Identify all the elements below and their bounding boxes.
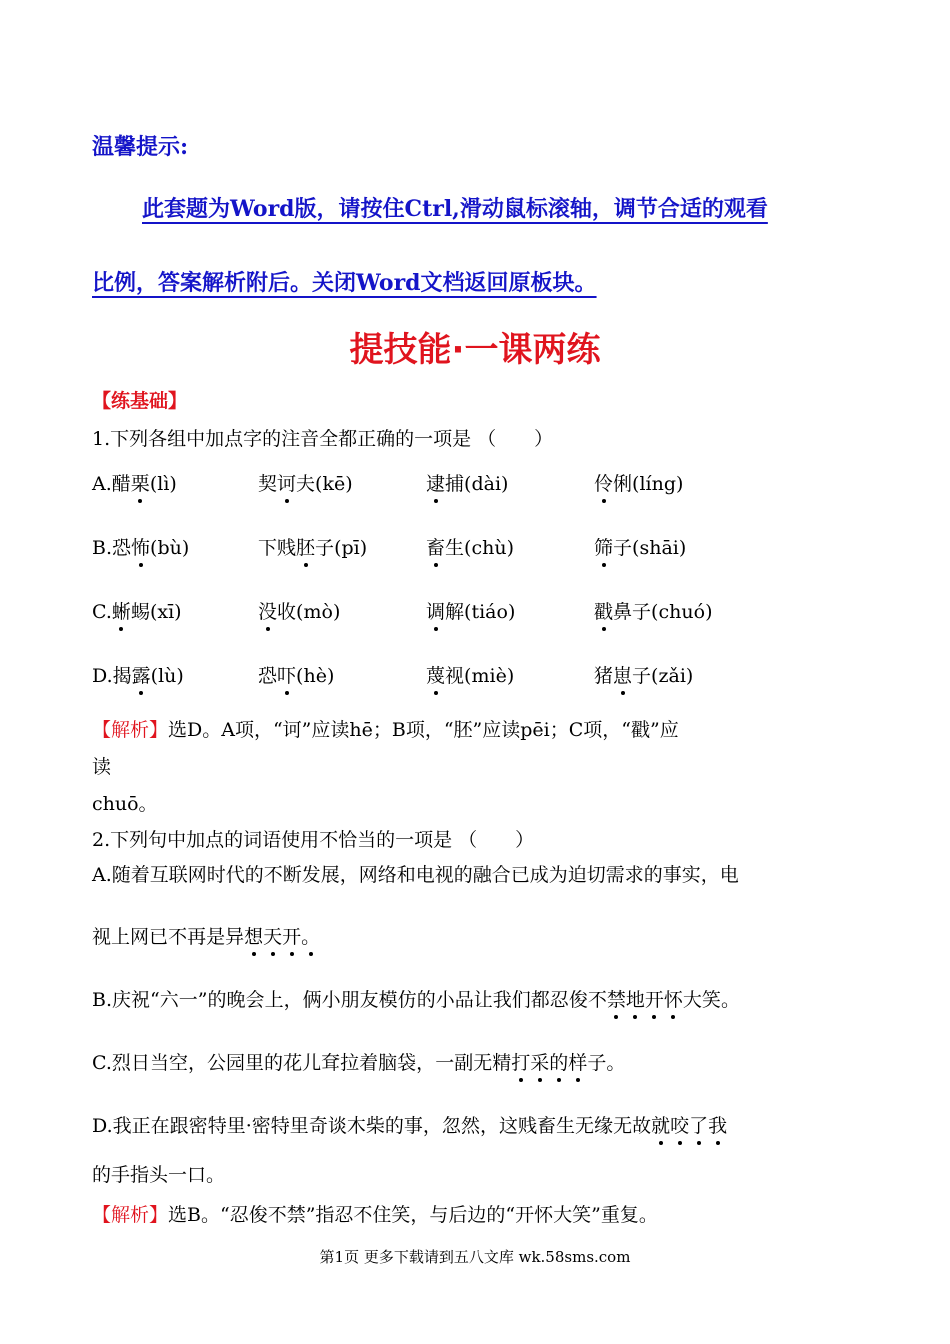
emphasis-char: 开 xyxy=(645,985,664,1012)
emphasis-char: 了 xyxy=(689,1111,708,1138)
option-row-d-2: 恐吓(hè) xyxy=(258,661,334,688)
emphasis-char: 露 xyxy=(132,661,151,688)
emphasis-char: 就 xyxy=(651,1111,670,1138)
emphasis-char: 样 xyxy=(568,1048,587,1075)
emphasis-char: 禁 xyxy=(607,985,626,1012)
page-footer: 第1页 更多下载请到五八文库 wk.58sms.com xyxy=(319,1248,631,1266)
option-row-d-1: D.揭露(lù) xyxy=(92,661,184,688)
emphasis-char: 怖 xyxy=(131,533,150,560)
analysis-text: 选B。“忍俊不禁”指忍不住笑，与后边的“开怀大笑”重复。 xyxy=(168,1204,658,1226)
page-title: 提技能·一课两练 xyxy=(349,330,601,370)
emphasis-char: 怀 xyxy=(664,985,683,1012)
analysis-tag: 【解析】 xyxy=(92,719,169,741)
section-heading: 【练基础】 xyxy=(92,390,188,412)
emphasis-char: 的 xyxy=(549,1048,568,1075)
emphasis-char: 筛 xyxy=(594,533,613,560)
emphasis-char: 打 xyxy=(511,1048,530,1075)
tip-line-1: 此套题为Word版，请按住Ctrl,滑动鼠标滚轴，调节合适的观看 xyxy=(142,196,768,222)
option-row-c-3: 调解(tiáo) xyxy=(426,597,515,624)
option-row-d-3: 蔑视(miè) xyxy=(426,661,514,688)
option-row-b-4: 筛子(shāi) xyxy=(594,533,686,560)
option-c: C.烈日当空，公园里的花儿耷拉着脑袋，一副无精打采的样子。 xyxy=(92,1048,625,1075)
emphasis-char: 戳 xyxy=(594,597,613,624)
emphasis-char: 。 xyxy=(301,922,320,949)
emphasis-char: 我 xyxy=(708,1111,727,1138)
option-a-line-2: 视上网已不再是异想天开。 xyxy=(92,922,320,949)
question-1-analysis-pinyin: chuō。 xyxy=(92,793,158,815)
option-row-a-1: A.醋栗(lì) xyxy=(92,469,177,496)
option-row-b-1: B.恐怖(bù) xyxy=(92,533,189,560)
emphasis-char: 胚 xyxy=(296,533,315,560)
emphasis-char: 逮 xyxy=(426,469,445,496)
emphasis-char: 开 xyxy=(282,922,301,949)
option-row-b-3: 畜生(chù) xyxy=(426,533,514,560)
tip-line-2: 比例，答案解析附后。关闭Word文档返回原板块。 xyxy=(92,270,597,296)
emphasis-char: 畜 xyxy=(426,533,445,560)
option-row-d-4: 猪崽子(zǎi) xyxy=(594,661,693,688)
question-1-stem: 1.下列各组中加点字的注音全都正确的一项是 （ ） xyxy=(92,428,554,450)
emphasis-char: 地 xyxy=(626,985,645,1012)
emphasis-char: 调 xyxy=(426,597,445,624)
option-row-c-2: 没收(mò) xyxy=(258,597,340,624)
question-1-analysis-cont: 读 xyxy=(92,756,112,778)
option-d-line-2: 的手指头一口。 xyxy=(92,1164,226,1186)
option-row-c-4: 戳鼻子(chuó) xyxy=(594,597,713,624)
emphasis-char: 没 xyxy=(258,597,277,624)
question-1-analysis xyxy=(92,715,679,742)
emphasis-char: 栗 xyxy=(131,469,150,496)
option-row-a-2: 契诃夫(kē) xyxy=(258,469,353,496)
option-row-a-3: 逮捕(dài) xyxy=(426,469,508,496)
option-a-line-1: A.随着互联网时代的不断发展，网络和电视的融合已成为迫切需求的事实，电 xyxy=(92,864,739,886)
question-2-analysis xyxy=(92,1200,658,1227)
analysis-tag: 【解析】 xyxy=(92,1204,169,1226)
emphasis-char: 采 xyxy=(530,1048,549,1075)
emphasis-char: 吓 xyxy=(277,661,296,688)
analysis-text: 选D。A项，“诃”应读hē；B项，“胚”应读pēi；C项，“戳”应 xyxy=(168,719,679,741)
emphasis-char: 伶 xyxy=(594,469,613,496)
option-b: B.庆祝“六一”的晚会上，俩小朋友模仿的小品让我们都忍俊不禁地开怀大笑。 xyxy=(92,985,740,1012)
option-row-b-2: 下贱胚子(pī) xyxy=(258,533,367,560)
tip-title: 温馨提示: xyxy=(92,134,189,160)
emphasis-char: 蔑 xyxy=(426,661,445,688)
emphasis-char: 诃 xyxy=(277,469,296,496)
emphasis-char: 天 xyxy=(263,922,282,949)
emphasis-char: 蜥 xyxy=(112,597,131,624)
option-row-c-1: C.蜥蜴(xī) xyxy=(92,597,182,624)
emphasis-char: 崽 xyxy=(613,661,632,688)
emphasis-char: 想 xyxy=(244,922,263,949)
option-row-a-4: 伶俐(líng) xyxy=(594,469,683,496)
emphasis-char: 咬 xyxy=(670,1111,689,1138)
option-d-line-1: D.我正在跟密特里·密特里奇谈木柴的事，忽然，这贱畜生无缘无故就咬了我 xyxy=(92,1111,727,1138)
question-2-stem: 2.下列句中加点的词语使用不恰当的一项是 （ ） xyxy=(92,829,535,851)
